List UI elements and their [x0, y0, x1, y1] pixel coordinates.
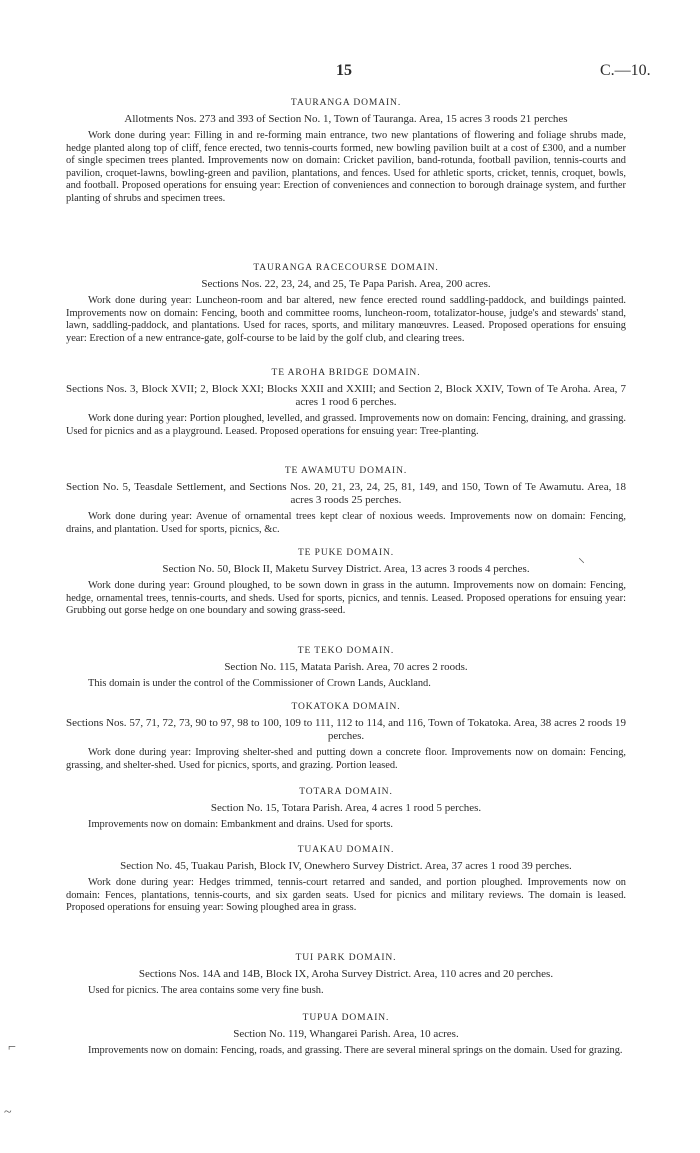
section-body: This domain is under the control of the Commissioner of Crown Lands, Auckland. — [88, 678, 431, 689]
section-body: Work done during year: Avenue of ornamental trees kept clear of noxious weeds. Improvements now on domain: Fencing, drains, and plantation. Used for sports, picnics, &c. — [66, 511, 626, 535]
section-body: Improvements now on domain: Fencing, roads, and grassing. There are several mineral springs on the domain. Used for grazing. — [88, 1045, 623, 1056]
domain-section — [66, 1012, 626, 1058]
domain-section — [66, 547, 626, 618]
section-location: Sections Nos. 14A and 14B, Block IX, Aroha Survey District. Area, 110 acres and 20 perches. — [138, 968, 554, 980]
section-location: Sections Nos. 57, 71, 72, 73, 90 to 97, 98 to 100, 109 to 111, 112 to 114, and 116, Town of Tokatoka. Area, 38 acres 2 roods 19 perches. — [66, 717, 626, 742]
section-location: Section No. 115, Matata Parish. Area, 70 acres 2 roods. — [224, 661, 468, 673]
margin-mark: ~ — [4, 1105, 12, 1120]
section-body: Work done during year: Hedges trimmed, tennis-court retarred and sanded, and portion ploughed. Improvements now on domain: Fences, plantations, tennis-courts, and six garden seats. Used for picnics and military reviews. The domain is leased. Proposed operations for ensuing year: Sowing ploughed area in grass. — [66, 877, 626, 913]
section-title: TUAKAU DOMAIN. — [297, 845, 395, 855]
section-location: Allotments Nos. 273 and 393 of Section No. 1, Town of Tauranga. Area, 15 acres 3 roods 21 perches — [124, 113, 568, 125]
section-title: TE PUKE DOMAIN. — [297, 548, 395, 558]
section-location: Section No. 15, Totara Parish. Area, 4 acres 1 rood 5 perches. — [210, 802, 482, 814]
section-body: Work done during year: Ground ploughed, to be sown down in grass in the autumn. Improvements now on domain: Fencing, hedge, ornamental trees, tennis-courts, and sheds. Used for sports, picnics, and tennis. Leased. Proposed operations for ensuing year: Grubbing out gorse hedge on one boundary and sowing grass-seed. — [66, 580, 626, 616]
section-body: Improvements now on domain: Embankment and drains. Used for sports. — [88, 819, 394, 830]
domain-section — [66, 952, 626, 998]
domain-section — [66, 262, 626, 345]
domain-section — [66, 465, 626, 536]
domain-section — [66, 367, 626, 438]
domain-section — [66, 844, 626, 915]
section-location: Section No. 5, Teasdale Settlement, and Sections Nos. 20, 21, 23, 24, 25, 81, 149, and 150, Town of Te Awamutu. Area, 18 acres 3 roods 25 perches. — [66, 481, 626, 506]
section-location: Sections Nos. 22, 23, 24, and 25, Te Papa Parish. Area, 200 acres. — [201, 278, 491, 290]
section-title: TAURANGA DOMAIN. — [290, 98, 402, 108]
section-title: TE AROHA BRIDGE DOMAIN. — [271, 368, 421, 378]
page-number: 15 — [336, 62, 352, 79]
section-body: Work done during year: Improving shelter-shed and putting down a concrete floor. Improvements now on domain: Fencing, grassing, and shelter-shed. Used for picnics, sports, and grazing. Portion leased. — [66, 747, 626, 771]
section-location: Section No. 45, Tuakau Parish, Block IV, Onewhero Survey District. Area, 37 acres 1 rood 39 perches. — [120, 860, 572, 872]
section-title: TOTARA DOMAIN. — [299, 787, 393, 797]
section-body: Work done during year: Portion ploughed, levelled, and grassed. Improvements now on domain: Fencing, draining, and grassing. Used for picnics and as a playground. Leased. Proposed operations for ensuing year: Tree-planting. — [66, 413, 626, 437]
domain-section — [66, 97, 626, 205]
section-body: Used for picnics. The area contains some very fine bush. — [88, 985, 324, 996]
section-title: TUI PARK DOMAIN. — [295, 953, 397, 963]
section-title: TUPUA DOMAIN. — [302, 1013, 390, 1023]
section-title: TE AWAMUTU DOMAIN. — [284, 466, 408, 476]
section-location: Section No. 50, Block II, Maketu Survey District. Area, 13 acres 3 roods 4 perches. — [162, 563, 530, 575]
domain-section — [66, 645, 626, 691]
section-location: Sections Nos. 3, Block XVII; 2, Block XXI; Blocks XXII and XXIII; and Section 2, Block XXIV, Town of Te Aroha. Area, 7 acres 1 rood 6 perches. — [66, 383, 626, 408]
document-code: C.—10. — [600, 62, 651, 79]
margin-mark: ⌐ — [8, 1040, 16, 1055]
section-title: TE TEKO DOMAIN. — [297, 646, 395, 656]
domain-section — [66, 786, 626, 832]
domain-section — [66, 701, 626, 772]
section-location: Section No. 119, Whangarei Parish. Area, 10 acres. — [233, 1028, 459, 1040]
section-title: TAURANGA RACECOURSE DOMAIN. — [253, 263, 439, 273]
section-title: TOKATOKA DOMAIN. — [291, 702, 401, 712]
margin-mark: ⸜ — [578, 551, 585, 566]
section-body: Work done during year: Filling in and re-forming main entrance, two new plantations of flowering and foliage shrubs made, hedge planted along top of cliff, fence erected, two tennis-courts formed, new bowling pavilion built at a cost of £300, and a number of single specimen trees planted. Improvements now on domain: Cricket pavilion, band-rotunda, football pavilion, tennis-courts and pavilion, croquet-lawns, bowling-green and pavilion, plantations, and fences. Used for athletic sports, cricket, tennis, croquet, bowls, and football. Proposed operations for ensuing year: Erection of conveniences and connection to borough drainage system, and further planting of shrubs and specimen trees. — [66, 130, 626, 204]
section-body: Work done during year: Luncheon-room and bar altered, new fence erected round saddling-paddock, and buildings painted. Improvements now on domain: Fencing, booth and committee rooms, luncheon-room, totalizator-house, judge's and stewards' stand, lawn, saddling-paddock, and plantations. Used for races, sports, and military manœuvres. Leased. Proposed operations for ensuing year: Erection of a new entrance-gate, golf-course to be laid by the golf club, and clearing trees. — [66, 295, 626, 344]
